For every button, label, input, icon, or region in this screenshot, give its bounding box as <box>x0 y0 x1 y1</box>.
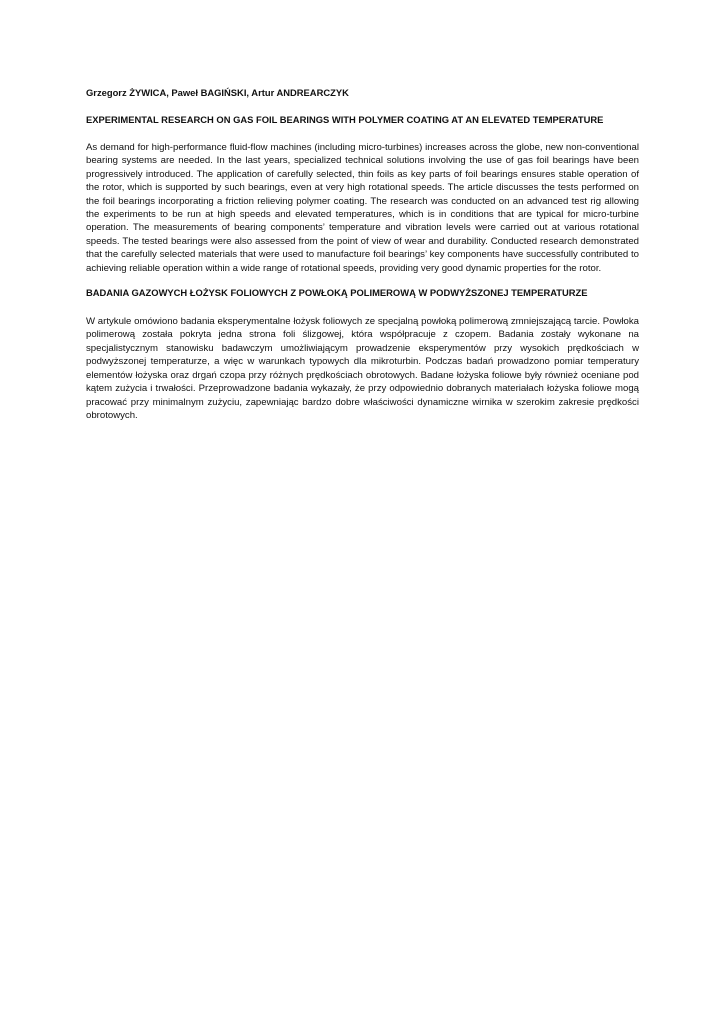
english-abstract: As demand for high-performance fluid-flow machines (including micro-turbines) increases across the globe, new non-conventional bearing systems are needed. In the last years, specialized technical solutions involving the use of gas foil bearings have been progressively introduced. The application of carefully selected, thin foils as key parts of foil bearings ensures stable operation of the rotor, which is supported by such bearings, even at very high rotational speeds. The article discusses the tests performed on the foil bearings incorporating a friction relieving polymer coating. The research was conducted on an advanced test rig allowing the experiments to be run at high speeds and elevated temperatures, which is in conditions that are typical for micro-turbine operation. The measurements of bearing components’ temperature and vibration levels were carried out at various rotational speeds. The tested bearings were also assessed from the point of view of wear and durability. Conducted research demonstrated that the carefully selected materials that were used to manufacture foil bearings’ key components have successfully contributed to achieving reliable operation within a wide range of rotational speeds, providing very good dynamic properties for the rotor. <box>86 142 639 274</box>
polish-abstract: W artykule omówiono badania eksperymentalne łożysk foliowych ze specjalną powłoką polimerową zmniejszającą tarcie. Powłoka polimerową została pokryta jedna strona foli ślizgowej, która współpracuje z czopem. Badania zostały wykonane na specjalistycznym stanowisku badawczym umożliwiającym prowadzenie eksperymentów przy wysokich prędkościach w podwyższonej temperaturze, a więc w warunkach typowych dla mikroturbin. Podczas badań prowadzono pomiar temperatury elementów łożyska oraz drgań czopa przy różnych prędkościach obrotowych. Badane łożyska foliowe były również oceniane pod kątem zużycia i trwałości. Przeprowadzone badania wykazały, że przy odpowiednio dobranych materiałach łożyska foliowe mogą pracować przy minimalnym zużyciu, zapewniając bardzo dobre właściwości dynamiczne wirnika w szerokim zakresie prędkości obrotowych. <box>86 316 639 421</box>
polish-title: BADANIA GAZOWYCH ŁOŻYSK FOLIOWYCH Z POWŁOKĄ POLIMEROWĄ W PODWYŻSZONEJ TEMPERATURZE <box>86 287 588 299</box>
authors: Grzegorz ŻYWICA, Paweł BAGIŃSKI, Artur ANDREARCZYK <box>86 87 349 98</box>
english-title: EXPERIMENTAL RESEARCH ON GAS FOIL BEARINGS WITH POLYMER COATING AT AN ELEVATED TEMPERATURE <box>86 114 604 125</box>
document-page <box>86 87 639 422</box>
